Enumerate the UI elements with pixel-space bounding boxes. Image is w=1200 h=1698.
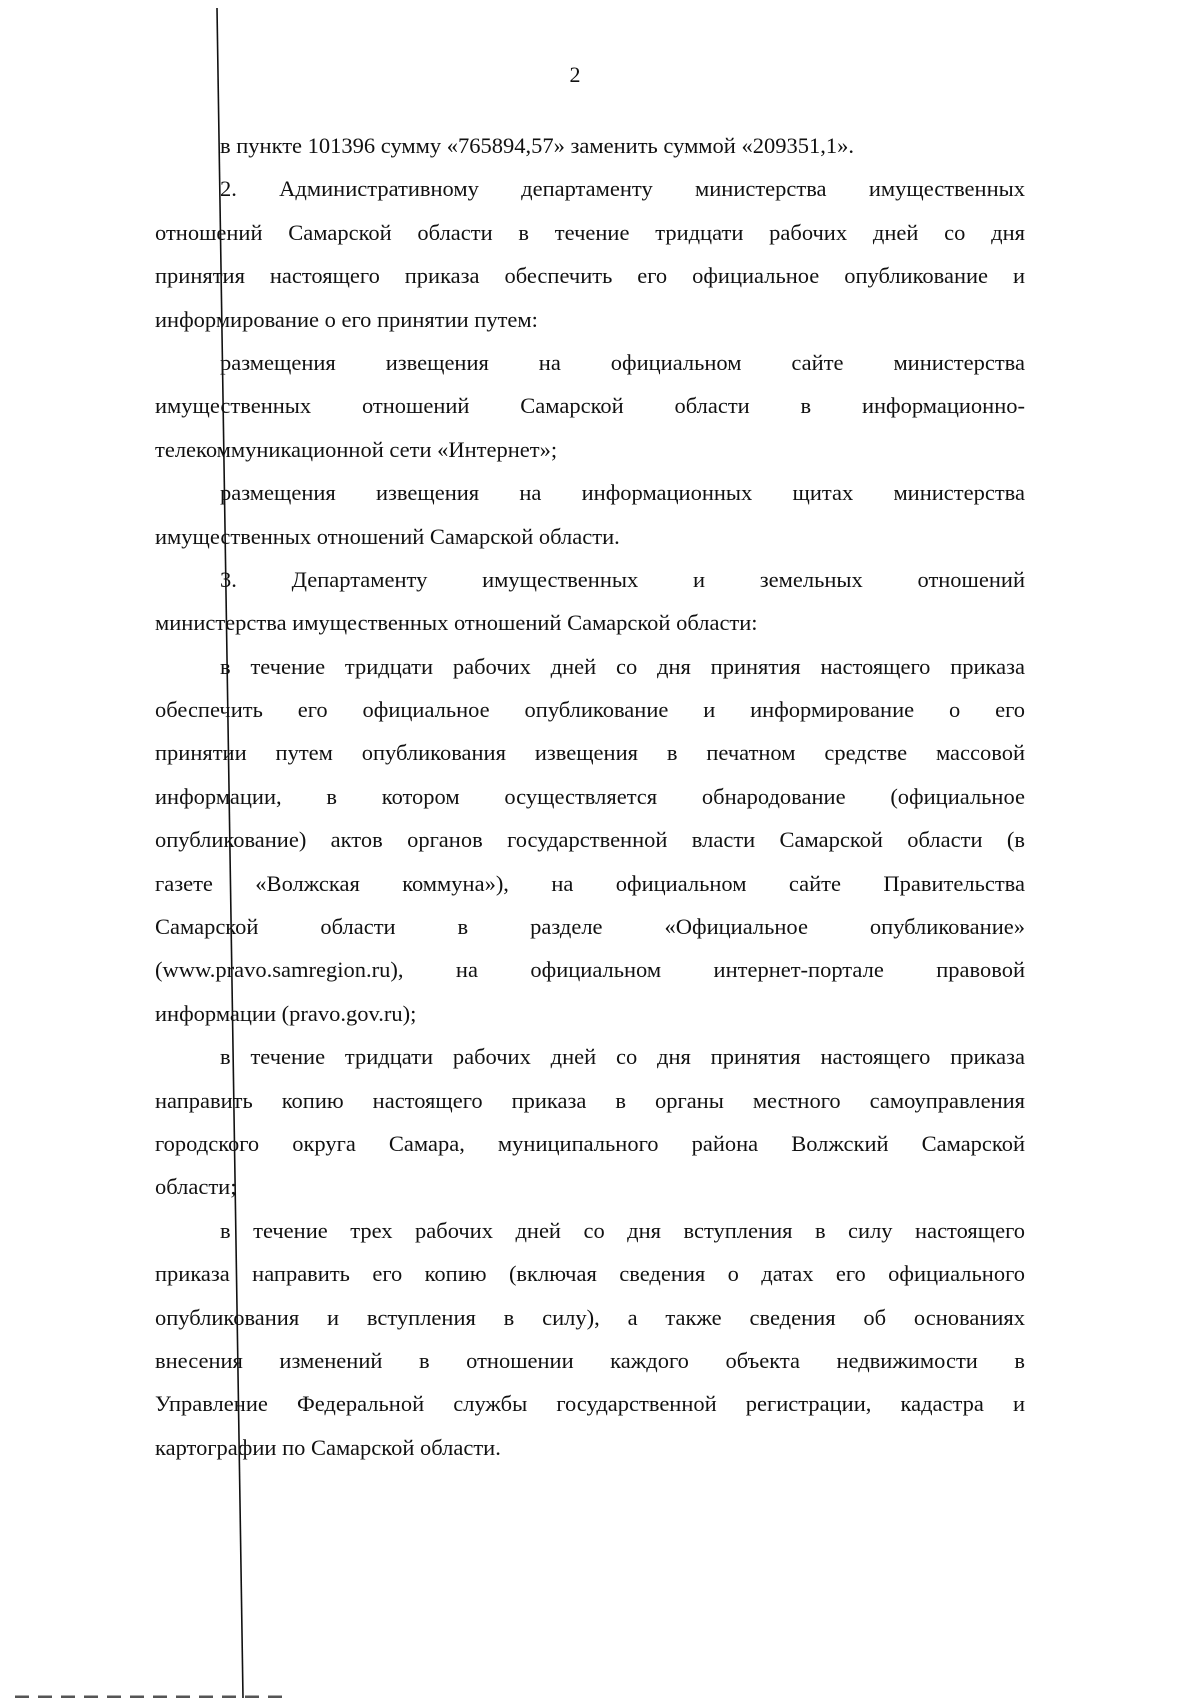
text-line: (www.pravo.samregion.ru), на официальном интернет-портале правовой	[155, 957, 1025, 983]
text-line: информации (pravo.gov.ru);	[155, 1000, 417, 1026]
text-line: городского округа Самара, муниципального района Волжский Самарской	[155, 1130, 1025, 1156]
text-line: отношений Самарской области в течение тридцати рабочих дней со дня	[155, 219, 1025, 245]
text-line: принятии путем опубликования извещения в печатном средстве массовой	[155, 740, 1025, 766]
text-line: картографии по Самарской области.	[155, 1434, 501, 1460]
text-line: в течение тридцати рабочих дней со дня принятия настоящего приказа	[220, 1044, 1025, 1070]
text-line: газете «Волжская коммуна»), на официальном сайте Правительства	[155, 870, 1025, 896]
text-line: направить копию настоящего приказа в органы местного самоуправления	[155, 1087, 1025, 1113]
text-line: приказа направить его копию (включая сведения о датах его официального	[155, 1261, 1025, 1287]
text-line: Управление Федеральной службы государственной регистрации, кадастра и	[155, 1391, 1025, 1417]
text-line: информации, в котором осуществляется обнародование (официальное	[155, 783, 1025, 809]
document-body	[155, 124, 1025, 1469]
text-line: размещения извещения на информационных щитах министерства	[220, 480, 1025, 506]
text-line: обеспечить его официальное опубликование и информирование о его	[155, 697, 1025, 723]
text-line: имущественных отношений Самарской области в информационно-	[155, 393, 1025, 419]
text-line: внесения изменений в отношении каждого объекта недвижимости в	[155, 1347, 1025, 1373]
text-line: области;	[155, 1174, 237, 1200]
text-line: телекоммуникационной сети «Интернет»;	[155, 436, 558, 462]
text-line: размещения извещения на официальном сайте министерства	[220, 349, 1025, 375]
text-line: информирование о его принятии путем:	[155, 306, 538, 332]
text-line: имущественных отношений Самарской области.	[155, 523, 620, 549]
text-line: в течение тридцати рабочих дней со дня принятия настоящего приказа	[220, 653, 1025, 679]
text-line: принятия настоящего приказа обеспечить его официальное опубликование и	[155, 263, 1025, 289]
text-line: опубликование) актов органов государственной власти Самарской области (в	[155, 827, 1025, 853]
text-line: Самарской области в разделе «Официальное опубликование»	[155, 914, 1025, 940]
text-line: 3. Департаменту имущественных и земельных отношений	[220, 566, 1025, 592]
page-number: 2	[569, 62, 581, 87]
text-line: министерства имущественных отношений Самарской области:	[155, 610, 758, 636]
text-line: 2. Административному департаменту министерства имущественных	[220, 176, 1025, 202]
text-line: в пункте 101396 сумму «765894,57» заменить суммой «209351,1».	[220, 133, 854, 158]
text-line: в течение трех рабочих дней со дня вступления в силу настоящего	[220, 1217, 1025, 1243]
text-line: опубликования и вступления в силу), а также сведения об основаниях	[155, 1304, 1025, 1330]
